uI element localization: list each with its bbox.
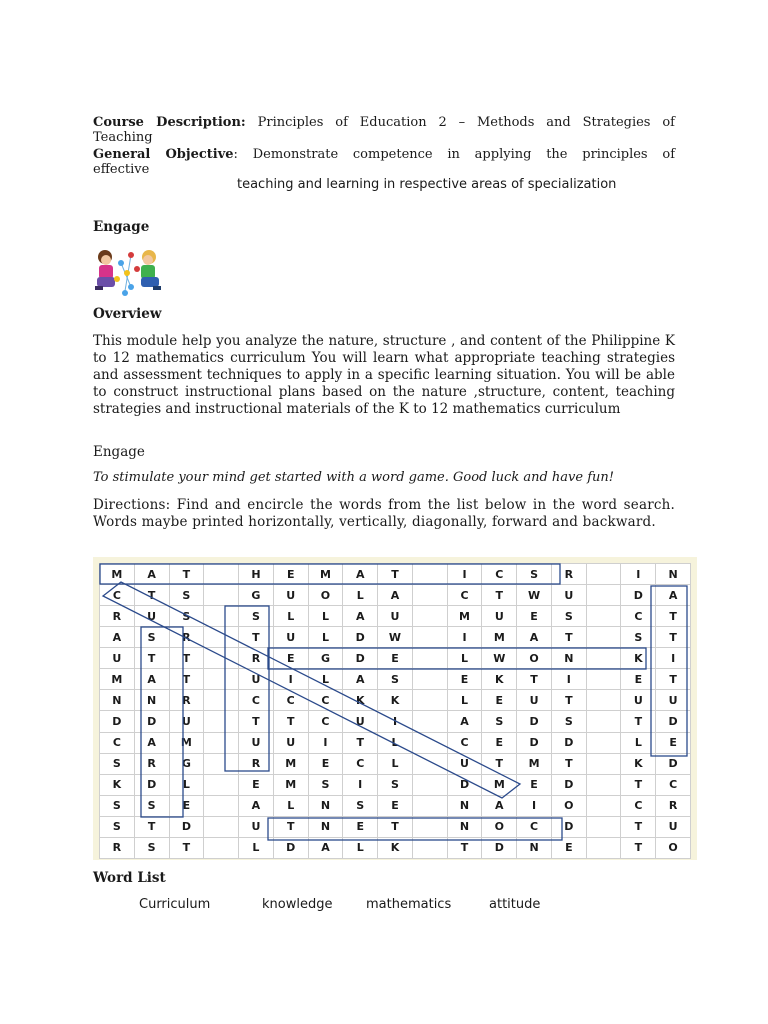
grid-cell[interactable]: S xyxy=(239,606,273,626)
grid-cell[interactable] xyxy=(204,627,238,647)
grid-cell[interactable]: D xyxy=(274,838,308,858)
overview-heading: Overview xyxy=(93,306,162,322)
grid-cell[interactable]: U xyxy=(343,711,377,731)
grid-cell[interactable]: R xyxy=(656,796,690,816)
grid-cell[interactable]: N xyxy=(517,838,551,858)
grid-cell[interactable]: M xyxy=(482,627,516,647)
grid-cell[interactable]: D xyxy=(517,711,551,731)
grid-cell[interactable]: T xyxy=(448,838,482,858)
grid-cell[interactable]: N xyxy=(448,796,482,816)
grid-cell[interactable]: G xyxy=(309,648,343,668)
grid-cell[interactable]: N xyxy=(309,796,343,816)
grid-cell[interactable]: T xyxy=(621,775,655,795)
grid-cell[interactable]: A xyxy=(656,585,690,605)
grid-cell[interactable]: L xyxy=(448,690,482,710)
grid-cell[interactable]: N xyxy=(448,817,482,837)
grid-cell[interactable]: M xyxy=(274,754,308,774)
grid-cell[interactable]: C xyxy=(274,690,308,710)
grid-cell[interactable]: R xyxy=(100,606,134,626)
grid-cell[interactable]: E xyxy=(656,733,690,753)
grid-cell[interactable]: C xyxy=(448,733,482,753)
grid-cell[interactable]: E xyxy=(170,796,204,816)
grid-cell[interactable]: U xyxy=(448,754,482,774)
grid-cell[interactable]: A xyxy=(135,733,169,753)
grid-cell[interactable]: A xyxy=(343,564,377,584)
grid-cell[interactable] xyxy=(587,775,621,795)
grid-cell[interactable]: I xyxy=(621,564,655,584)
grid-cell[interactable]: M xyxy=(170,733,204,753)
grid-cell[interactable]: U xyxy=(621,690,655,710)
grid-cell[interactable] xyxy=(587,648,621,668)
grid-cell[interactable]: E xyxy=(378,648,412,668)
grid-cell[interactable]: I xyxy=(517,796,551,816)
grid-cell[interactable]: R xyxy=(239,648,273,668)
grid-cell[interactable] xyxy=(204,669,238,689)
grid-cell[interactable]: O xyxy=(552,796,586,816)
grid-cell[interactable]: R xyxy=(170,627,204,647)
grid-cell[interactable]: D xyxy=(656,754,690,774)
general-objective-label: General Objective xyxy=(93,147,234,162)
grid-cell[interactable]: A xyxy=(343,606,377,626)
grid-cell[interactable]: A xyxy=(100,627,134,647)
grid-cell[interactable]: C xyxy=(343,754,377,774)
grid-cell[interactable]: U xyxy=(100,648,134,668)
grid-cell[interactable]: T xyxy=(170,564,204,584)
grid-cell[interactable]: D xyxy=(135,775,169,795)
grid-cell[interactable] xyxy=(413,796,447,816)
grid-cell[interactable] xyxy=(413,690,447,710)
grid-cell[interactable]: T xyxy=(656,627,690,647)
grid-cell[interactable]: A xyxy=(135,564,169,584)
grid-cell[interactable]: U xyxy=(239,733,273,753)
grid-cell[interactable]: U xyxy=(517,690,551,710)
grid-cell[interactable]: L xyxy=(274,606,308,626)
grid-cell[interactable]: C xyxy=(100,585,134,605)
course-description-line2: Teaching xyxy=(93,130,153,145)
grid-cell[interactable]: L xyxy=(239,838,273,858)
grid-cell[interactable]: C xyxy=(656,775,690,795)
grid-cell[interactable] xyxy=(413,817,447,837)
grid-cell[interactable]: I xyxy=(552,669,586,689)
grid-cell[interactable]: T xyxy=(274,817,308,837)
grid-cell[interactable]: O xyxy=(517,648,551,668)
grid-cell[interactable]: I xyxy=(448,564,482,584)
grid-cell[interactable]: T xyxy=(378,817,412,837)
grid-cell[interactable]: C xyxy=(448,585,482,605)
grid-cell[interactable]: O xyxy=(656,838,690,858)
grid-cell[interactable]: T xyxy=(170,648,204,668)
grid-cell[interactable]: T xyxy=(552,754,586,774)
grid-cell[interactable] xyxy=(587,564,621,584)
grid-cell[interactable]: S xyxy=(517,564,551,584)
grid-cell[interactable]: W xyxy=(482,648,516,668)
grid-cell[interactable] xyxy=(587,690,621,710)
grid-cell[interactable] xyxy=(413,733,447,753)
grid-cell[interactable]: K xyxy=(343,690,377,710)
grid-cell[interactable] xyxy=(587,733,621,753)
grid-cell[interactable]: I xyxy=(274,669,308,689)
grid-cell[interactable]: U xyxy=(239,669,273,689)
grid-cell[interactable]: T xyxy=(274,711,308,731)
grid-cell[interactable]: T xyxy=(621,838,655,858)
grid-cell[interactable] xyxy=(413,648,447,668)
grid-cell[interactable]: K xyxy=(378,690,412,710)
grid-cell[interactable]: D xyxy=(552,817,586,837)
grid-cell[interactable]: S xyxy=(100,754,134,774)
grid-cell[interactable]: S xyxy=(482,711,516,731)
grid-cell[interactable]: U xyxy=(656,690,690,710)
overview-paragraph: This module help you analyze the nature, structure , and content of the Philippine K to 12 mathematics curriculum You will learn what appropriate teaching strategies and assessment techniques to apply in a specific learning situation. You will be able to construct instructional plans based on the nature ,structure, content, teaching strategies and instructional materials of the K to 12 mathematics curriculum xyxy=(93,333,675,417)
grid-cell[interactable]: M xyxy=(448,606,482,626)
grid-cell[interactable]: D xyxy=(135,711,169,731)
grid-cell[interactable]: I xyxy=(656,648,690,668)
grid-cell[interactable] xyxy=(413,775,447,795)
grid-cell[interactable] xyxy=(587,796,621,816)
grid-cell[interactable]: D xyxy=(343,627,377,647)
grid-cell[interactable]: D xyxy=(170,817,204,837)
grid-cell[interactable] xyxy=(204,754,238,774)
grid-cell[interactable]: C xyxy=(517,817,551,837)
grid-cell[interactable]: E xyxy=(309,754,343,774)
grid-cell[interactable] xyxy=(413,585,447,605)
grid-cell[interactable]: T xyxy=(135,648,169,668)
grid-cell[interactable]: M xyxy=(274,775,308,795)
grid-cell[interactable]: C xyxy=(621,606,655,626)
grid-cell[interactable]: G xyxy=(170,754,204,774)
grid-cell[interactable]: O xyxy=(309,585,343,605)
grid-cell[interactable]: C xyxy=(621,796,655,816)
grid-cell[interactable] xyxy=(204,733,238,753)
grid-cell[interactable]: E xyxy=(621,669,655,689)
grid-cell[interactable]: C xyxy=(100,733,134,753)
grid-cell[interactable]: U xyxy=(552,585,586,605)
grid-cell[interactable] xyxy=(413,754,447,774)
grid-cell[interactable]: R xyxy=(100,838,134,858)
grid-cell[interactable]: D xyxy=(482,838,516,858)
grid-cell[interactable] xyxy=(204,711,238,731)
grid-cell[interactable]: R xyxy=(552,564,586,584)
grid-cell[interactable]: K xyxy=(482,669,516,689)
grid-cell[interactable]: T xyxy=(239,711,273,731)
grid-cell[interactable] xyxy=(204,775,238,795)
engage-label: Engage xyxy=(93,444,145,460)
grid-cell[interactable]: T xyxy=(552,690,586,710)
grid-cell[interactable]: K xyxy=(100,775,134,795)
course-description-label: Course Description: xyxy=(93,115,246,130)
grid-cell[interactable]: C xyxy=(309,690,343,710)
grid-cell[interactable]: D xyxy=(656,711,690,731)
grid-cell[interactable]: D xyxy=(517,733,551,753)
grid-cell[interactable]: E xyxy=(517,775,551,795)
grid-cell[interactable]: T xyxy=(656,606,690,626)
grid-cell[interactable]: K xyxy=(621,754,655,774)
grid-cell[interactable]: S xyxy=(378,775,412,795)
grid-cell[interactable]: T xyxy=(517,669,551,689)
grid-cell[interactable]: S xyxy=(170,606,204,626)
grid-cell[interactable]: S xyxy=(135,796,169,816)
course-description-line1 xyxy=(93,115,675,130)
grid-cell[interactable]: U xyxy=(656,817,690,837)
grid-cell[interactable]: T xyxy=(135,817,169,837)
grid-cell[interactable]: O xyxy=(482,817,516,837)
grid-cell[interactable] xyxy=(204,690,238,710)
grid-cell[interactable]: D xyxy=(552,775,586,795)
grid-cell[interactable]: E xyxy=(274,564,308,584)
grid-cell[interactable]: S xyxy=(135,838,169,858)
grid-cell[interactable]: I xyxy=(378,711,412,731)
grid-cell[interactable]: S xyxy=(100,817,134,837)
grid-cell[interactable]: L xyxy=(378,733,412,753)
grid-cell[interactable] xyxy=(204,585,238,605)
grid-cell[interactable] xyxy=(204,838,238,858)
grid-cell[interactable] xyxy=(413,606,447,626)
grid-cell[interactable]: D xyxy=(100,711,134,731)
grid-cell[interactable]: E xyxy=(239,775,273,795)
grid-cell[interactable]: S xyxy=(170,585,204,605)
grid-cell[interactable]: R xyxy=(239,754,273,774)
grid-cell[interactable] xyxy=(587,606,621,626)
grid-cell[interactable]: T xyxy=(482,754,516,774)
grid-cell[interactable]: L xyxy=(309,627,343,647)
grid-cell[interactable]: U xyxy=(239,817,273,837)
grid-cell[interactable]: M xyxy=(100,669,134,689)
grid-cell[interactable]: M xyxy=(482,775,516,795)
stimulate-text: To stimulate your mind get started with a word game. Good luck and have fun! xyxy=(93,470,614,485)
grid-cell[interactable]: A xyxy=(135,669,169,689)
grid-cell[interactable]: N xyxy=(656,564,690,584)
engage-heading: Engage xyxy=(93,219,150,235)
grid-cell[interactable] xyxy=(413,627,447,647)
grid-cell[interactable] xyxy=(587,817,621,837)
grid-cell[interactable]: L xyxy=(448,648,482,668)
grid-cell[interactable]: T xyxy=(239,627,273,647)
grid-cell[interactable]: M xyxy=(100,564,134,584)
grid-cell[interactable]: S xyxy=(621,627,655,647)
grid-cell[interactable] xyxy=(413,838,447,858)
grid-cell[interactable]: T xyxy=(170,669,204,689)
grid-cell[interactable]: W xyxy=(378,627,412,647)
grid-cell[interactable]: T xyxy=(621,817,655,837)
general-objective-colon: : xyxy=(233,147,238,162)
word-list-heading: Word List xyxy=(93,870,166,886)
grid-cell[interactable]: T xyxy=(621,711,655,731)
grid-cell[interactable]: N xyxy=(552,648,586,668)
grid-cell[interactable]: T xyxy=(135,585,169,605)
grid-cell[interactable]: K xyxy=(378,838,412,858)
grid-cell[interactable]: W xyxy=(517,585,551,605)
grid-cell[interactable]: E xyxy=(448,669,482,689)
grid-cell[interactable]: E xyxy=(482,733,516,753)
grid-cell[interactable] xyxy=(587,754,621,774)
grid-cell[interactable]: T xyxy=(656,669,690,689)
general-objective-line3: teaching and learning in respective areas of specialization xyxy=(237,177,617,192)
grid-cell[interactable]: U xyxy=(482,606,516,626)
grid-cell[interactable]: L xyxy=(309,606,343,626)
grid-cell[interactable]: E xyxy=(378,796,412,816)
grid-cell[interactable]: L xyxy=(378,754,412,774)
grid-cell[interactable]: A xyxy=(239,796,273,816)
grid-cell[interactable] xyxy=(413,669,447,689)
grid-cell[interactable]: E xyxy=(482,690,516,710)
grid-cell[interactable]: U xyxy=(274,627,308,647)
directions-text: Directions: Find and encircle the words from the list below in the word search. Words maybe printed horizontally, vertically, diagonally, forward and backward. xyxy=(93,497,675,530)
grid-cell[interactable] xyxy=(413,564,447,584)
grid-cell[interactable]: N xyxy=(100,690,134,710)
word-list-item: mathematics xyxy=(366,897,452,912)
grid-cell[interactable]: T xyxy=(378,564,412,584)
grid-cell[interactable]: N xyxy=(309,817,343,837)
grid-cell[interactable]: E xyxy=(343,817,377,837)
grid-cell[interactable]: I xyxy=(309,733,343,753)
general-objective-line2: effective xyxy=(93,162,150,177)
grid-cell[interactable]: U xyxy=(135,606,169,626)
grid-cell[interactable]: T xyxy=(552,627,586,647)
grid-cell[interactable]: S xyxy=(135,627,169,647)
grid-cell[interactable]: I xyxy=(343,775,377,795)
grid-cell[interactable]: D xyxy=(448,775,482,795)
grid-cell[interactable] xyxy=(204,648,238,668)
grid-cell[interactable]: A xyxy=(378,585,412,605)
grid-cell[interactable] xyxy=(587,669,621,689)
grid-cell[interactable]: A xyxy=(343,669,377,689)
grid-cell[interactable]: G xyxy=(239,585,273,605)
grid-cell[interactable]: L xyxy=(343,838,377,858)
grid-cell[interactable]: K xyxy=(621,648,655,668)
grid-cell[interactable]: D xyxy=(343,648,377,668)
grid-cell[interactable] xyxy=(204,606,238,626)
grid-cell[interactable] xyxy=(587,585,621,605)
grid-cell[interactable]: N xyxy=(135,690,169,710)
general-objective-value: Demonstrate competence in applying the principles of xyxy=(252,147,676,162)
grid-cell[interactable]: U xyxy=(274,733,308,753)
grid-cell[interactable]: S xyxy=(552,606,586,626)
grid-cell[interactable]: D xyxy=(552,733,586,753)
grid-cell[interactable]: U xyxy=(170,711,204,731)
grid-cell[interactable]: D xyxy=(621,585,655,605)
grid-cell[interactable]: E xyxy=(274,648,308,668)
grid-cell[interactable]: L xyxy=(343,585,377,605)
grid-cell[interactable] xyxy=(204,796,238,816)
grid-cell[interactable]: M xyxy=(309,564,343,584)
grid-cell[interactable]: S xyxy=(378,669,412,689)
grid-cell[interactable] xyxy=(413,711,447,731)
word-list-item: attitude xyxy=(489,897,541,912)
grid-cell[interactable]: I xyxy=(448,627,482,647)
grid-cell[interactable]: U xyxy=(378,606,412,626)
grid-cell[interactable]: S xyxy=(309,775,343,795)
grid-cell[interactable]: E xyxy=(552,838,586,858)
grid-cell[interactable]: S xyxy=(100,796,134,816)
grid-cell[interactable]: T xyxy=(343,733,377,753)
grid-cell[interactable] xyxy=(587,627,621,647)
grid-cell[interactable]: S xyxy=(552,711,586,731)
general-objective-line1 xyxy=(93,147,675,162)
grid-cell[interactable]: L xyxy=(274,796,308,816)
grid-cell[interactable]: A xyxy=(448,711,482,731)
grid-cell[interactable]: H xyxy=(239,564,273,584)
grid-cell[interactable] xyxy=(587,711,621,731)
grid-cell[interactable]: A xyxy=(517,627,551,647)
grid-cell[interactable]: C xyxy=(239,690,273,710)
grid-cell[interactable]: L xyxy=(309,669,343,689)
grid-cell[interactable] xyxy=(587,838,621,858)
course-description-value: Principles of Education 2 – Methods and Strategies of xyxy=(257,115,675,130)
grid-cell[interactable] xyxy=(204,817,238,837)
grid-cell[interactable]: R xyxy=(170,690,204,710)
grid-cell[interactable]: T xyxy=(482,585,516,605)
grid-cell[interactable]: C xyxy=(482,564,516,584)
grid-cell[interactable]: A xyxy=(482,796,516,816)
grid-cell[interactable]: S xyxy=(343,796,377,816)
word-list-item: Curriculum xyxy=(139,897,211,912)
word-search-grid xyxy=(99,563,691,859)
grid-cell[interactable]: L xyxy=(170,775,204,795)
children-playing-illustration xyxy=(91,243,167,299)
grid-cell[interactable]: L xyxy=(621,733,655,753)
grid-cell[interactable] xyxy=(204,564,238,584)
grid-cell[interactable]: C xyxy=(309,711,343,731)
grid-cell[interactable]: R xyxy=(135,754,169,774)
grid-cell[interactable]: A xyxy=(309,838,343,858)
grid-cell[interactable]: U xyxy=(274,585,308,605)
grid-cell[interactable]: M xyxy=(517,754,551,774)
word-list-item: knowledge xyxy=(262,897,333,912)
grid-cell[interactable]: T xyxy=(170,838,204,858)
grid-cell[interactable]: E xyxy=(517,606,551,626)
